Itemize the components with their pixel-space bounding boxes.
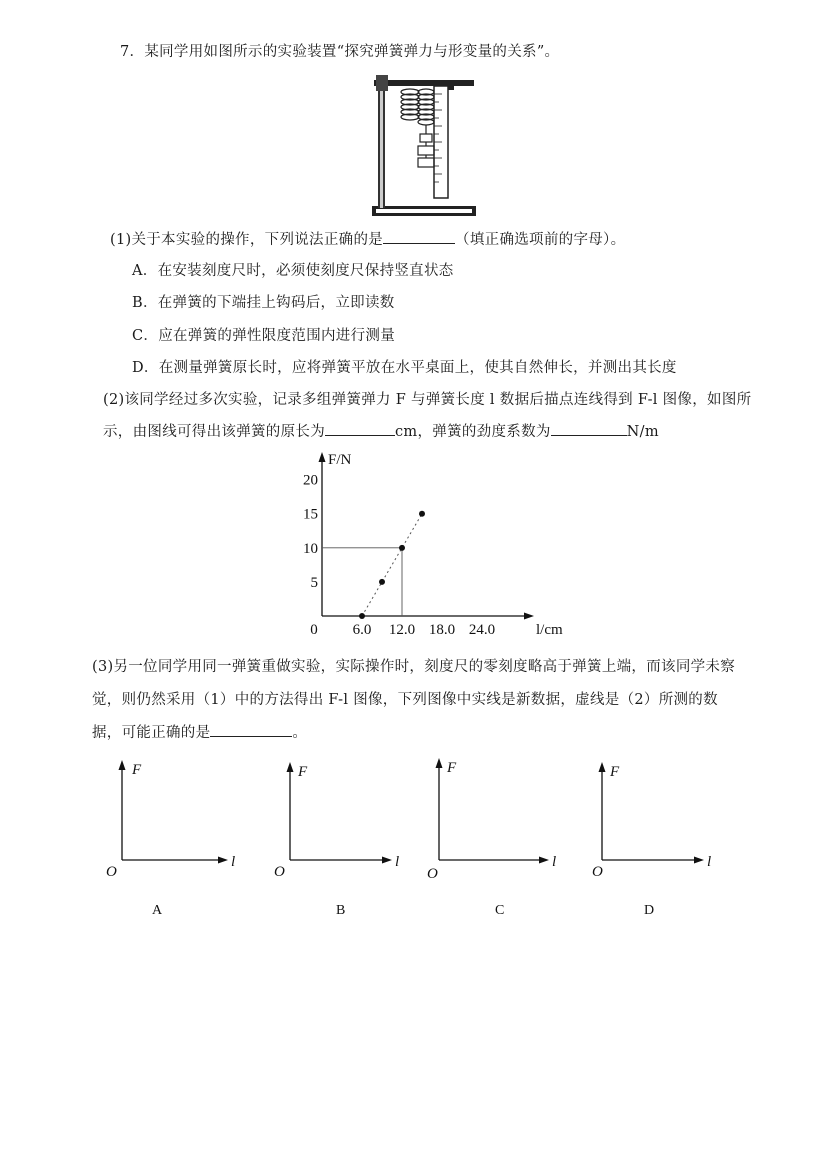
y-axis-label: F bbox=[298, 764, 308, 780]
part2-line2-b: cm，弹簧的劲度系数为 bbox=[395, 424, 551, 440]
y-tick-label: 10 bbox=[303, 540, 318, 557]
graph-letter: C bbox=[495, 903, 505, 918]
data-point bbox=[359, 613, 365, 619]
option-d: D．在测量弹簧原长时，应将弹簧平放在水平桌面上，使其自然伸长，并测出其长度 bbox=[132, 360, 677, 376]
part3-line3-a: 据，可能正确的是 bbox=[92, 725, 211, 741]
option-b: B．在弹簧的下端挂上钩码后，立即读数 bbox=[132, 295, 395, 311]
fit-line bbox=[362, 514, 422, 616]
data-point bbox=[419, 511, 425, 517]
answer-blank-1[interactable] bbox=[383, 229, 455, 244]
answer-blank-3[interactable] bbox=[210, 722, 292, 737]
x-tick-label: 6.0 bbox=[352, 622, 372, 638]
part3-line2: 觉，则仍然采用（1）中的方法得出 F-l 图像，下列图像中实线是新数据，虚线是（2）所测的数 bbox=[92, 692, 718, 708]
answer-graph-b[interactable] bbox=[272, 752, 412, 922]
origin-label: O bbox=[427, 866, 438, 882]
spring-apparatus-figure bbox=[368, 70, 478, 220]
y-axis-label: F bbox=[610, 764, 620, 780]
answer-graph-c[interactable] bbox=[425, 752, 565, 922]
f-l-chart bbox=[290, 448, 563, 648]
origin-label: O bbox=[274, 864, 285, 880]
graph-letter: D bbox=[644, 903, 655, 918]
part1-prompt-after: （填正确选项前的字母）。 bbox=[455, 232, 626, 248]
origin-label: O bbox=[106, 864, 117, 880]
option-c: C．应在弹簧的弹性限度范围内进行测量 bbox=[132, 328, 395, 344]
graph-letter: A bbox=[152, 903, 163, 918]
part2-line2 bbox=[103, 420, 659, 441]
part3-line1: (3)另一位同学用同一弹簧重做实验，实际操作时，刻度尺的零刻度略高于弹簧上端，而该同学未察 bbox=[92, 659, 736, 675]
data-point bbox=[379, 579, 385, 585]
x-axis-label: l bbox=[707, 854, 712, 870]
question-title: 7．某同学用如图所示的实验装置“探究弹簧弹力与形变量的关系”。 bbox=[120, 44, 560, 60]
y-tick-label: 20 bbox=[303, 472, 318, 489]
answer-graph-d[interactable] bbox=[590, 752, 730, 922]
answer-graph-a[interactable] bbox=[100, 752, 240, 922]
y-axis-title: F/N bbox=[328, 452, 352, 468]
y-tick-label: 5 bbox=[310, 574, 318, 591]
origin-label: O bbox=[592, 864, 603, 880]
graph-letter: B bbox=[336, 903, 346, 918]
data-point bbox=[399, 545, 405, 551]
y-axis-label: F bbox=[447, 760, 457, 776]
part3-line3 bbox=[92, 721, 307, 742]
option-a: A．在安装刻度尺时，必须使刻度尺保持竖直状态 bbox=[132, 263, 454, 279]
part2-line2-a: 示，由图线可得出该弹簧的原长为 bbox=[103, 424, 325, 440]
x-axis-label: l bbox=[395, 854, 400, 870]
answer-blank-stiffness[interactable] bbox=[551, 421, 627, 436]
x-axis-label: l bbox=[231, 854, 236, 870]
origin-label: 0 bbox=[310, 622, 318, 638]
part2-line1: (2)该同学经过多次实验，记录多组弹簧弹力 F 与弹簧长度 l 数据后描点连线得到 F-l 图像，如图所 bbox=[103, 392, 752, 408]
y-axis-arrow bbox=[319, 452, 326, 462]
y-axis-label: F bbox=[132, 762, 142, 778]
part2-line2-c: N/m bbox=[626, 424, 659, 440]
part3-line3-b: 。 bbox=[292, 725, 308, 741]
part1-prompt-before: (1)关于本实验的操作，下列说法正确的是 bbox=[110, 232, 384, 248]
part1-prompt bbox=[110, 228, 625, 249]
x-axis-title: l/cm bbox=[536, 622, 563, 638]
y-tick-label: 15 bbox=[303, 506, 318, 523]
x-axis-label: l bbox=[552, 854, 557, 870]
x-axis-arrow bbox=[524, 613, 534, 620]
x-tick-label: 18.0 bbox=[428, 622, 456, 638]
x-tick-label: 24.0 bbox=[468, 622, 496, 638]
x-tick-label: 12.0 bbox=[388, 622, 416, 638]
answer-blank-length[interactable] bbox=[325, 421, 395, 436]
